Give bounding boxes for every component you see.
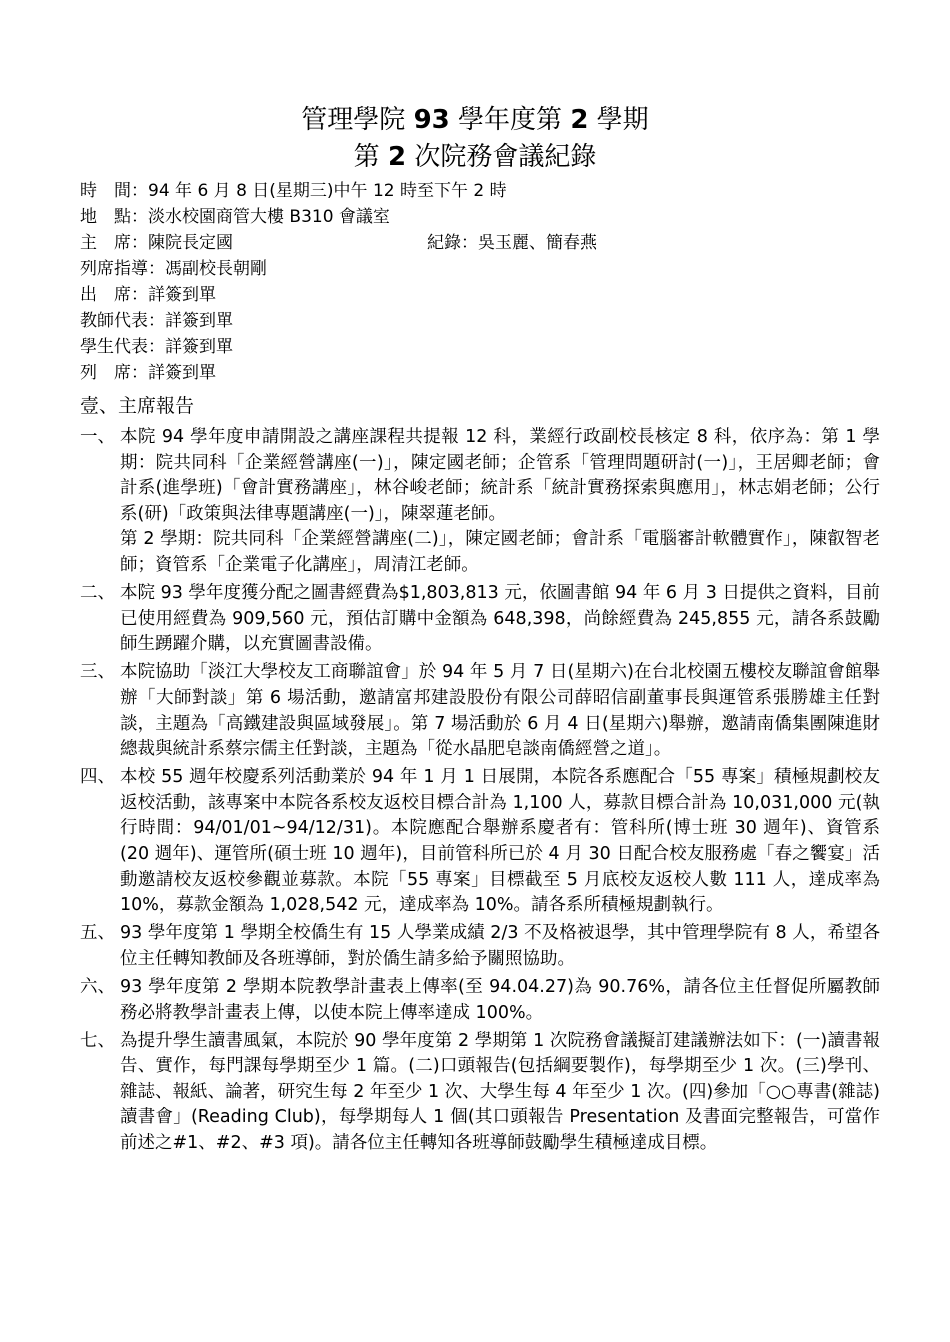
report-item — [80, 975, 880, 1026]
meeting-recorder: 紀錄：吳玉麗、簡春燕 — [427, 233, 597, 253]
report-item-paragraph: 本院 94 學年度申請開設之講座課程共提報 12 科，業經行政副校長核定 8 科，依序為：第 1 學期：院共同科「企業經營講座(一)」，陳定國老師；企管系「管理問題研討(一)」，王居卿老師；會計系(進學班)「會計實務講座」，林谷峻老師；統計系「統計實務探索與應用」，林志娟老師；公行系(研)「政策與法律專題講座(一)」，陳翠蓮老師。 — [120, 427, 880, 524]
meeting-student-rep: 學生代表：詳簽到單 — [80, 337, 233, 357]
report-item-number: 六、 — [80, 976, 115, 997]
title-term: 2 — [570, 105, 589, 135]
meeting-observers: 列 席：詳簽到單 — [80, 363, 216, 383]
meeting-place: 地 點：淡水校園商管大樓 B310 會議室 — [80, 207, 390, 227]
report-item-paragraph: 93 學年度第 1 學期全校僑生有 15 人學業成績 2/3 不及格被退學，其中管理學院有 8 人，希望各位主任轉知教師及各班導師，對於僑生請多給予關照協助。 — [120, 923, 880, 969]
section-heading: 壹、主席報告 — [80, 395, 195, 417]
report-item — [80, 921, 880, 972]
report-item — [80, 660, 880, 762]
report-item-number: 七、 — [80, 1030, 115, 1051]
meeting-chair-row — [80, 230, 597, 256]
meeting-attendance: 出 席：詳簽到單 — [80, 285, 216, 305]
title-meeting-number: 2 — [387, 142, 407, 172]
report-item-number: 四、 — [80, 767, 115, 788]
report-item — [80, 581, 880, 658]
meeting-chair: 主 席：陳院長定國 — [80, 233, 233, 253]
report-item-paragraph: 本校 55 週年校慶系列活動業於 94 年 1 月 1 日展開，本院各系應配合「55 專案」積極規劃校友返校活動，該專案中本院各系校友返校目標合計為 1,100 人，募款目標合計為 10,031,000 元(執行時間：94/01/01~94/12/31)。本院應配合舉辦系慶者有：管科所(博士班 30 週年)、資管系(20 週年)、運管所(碩士班 10 週年)，目前管科所已於 4 月 30 日配合校友服務處「春之饗宴」活動邀請校友返校參觀並募款。本院「55 專案」目標截至 5 月底校友返校人數 111 人，達成率為 10%，募款金額為 1,028,542 元，達成率為 10%。請各系所積極規劃執行。 — [120, 767, 880, 916]
title-text: 管理學院 — [301, 105, 406, 135]
report-item-paragraph: 本院 93 學年度獲分配之圖書經費為$1,803,813 元，依圖書館 94 年 6 月 3 日提供之資料，目前已使用經費為 909,560 元，預估訂購中金額為 648,398，尚餘經費為 245,855 元，請各系鼓勵師生踴躍介購，以充實圖書設備。 — [120, 583, 880, 655]
report-item — [80, 1029, 880, 1157]
report-item-paragraph: 本院協助「淡江大學校友工商聯誼會」於 94 年 5 月 7 日(星期六)在台北校園五樓校友聯誼會館舉辦「大師對談」第 6 場活動，邀請富邦建設股份有限公司薛昭信副董事長與運管系張勝雄主任對談，主題為「高鐵建設與區域發展」。第 7 場活動於 6 月 4 日(星期六)舉辦，邀請南僑集團陳進財總裁與統計系蔡宗儒主任對談，主題為「從水晶肥皂談南僑經營之道」。 — [120, 662, 880, 760]
report-item-number: 五、 — [80, 923, 115, 944]
report-item-number: 一、 — [80, 427, 115, 447]
title-text: 學期 — [596, 105, 649, 135]
title-text: 第 — [353, 142, 380, 172]
meeting-teacher-rep: 教師代表：詳簽到單 — [80, 311, 233, 331]
report-item — [80, 425, 880, 579]
report-items — [80, 425, 880, 1159]
document-title-line2 — [0, 140, 950, 174]
report-item-number: 二、 — [80, 583, 115, 604]
report-item-paragraph: 為提升學生讀書風氣，本院於 90 學年度第 2 學期第 1 次院務會議擬訂建議辦法如下：(一)讀書報告、實作，每門課每學期至少 1 篇。(二)口頭報告(包括綱要製作)，每學期至少 1 次。(三)學刊、雜誌、報紙、論著，研究生每 2 年至少 1 次、大學生每 4 年至少 1 次。(四)參加「○○專書(雜誌)讀書會」(Reading Club)，每學期每人 1 個(其口頭報告 Presentation 及書面完整報告，可當作前述之#1、#2、#3 項)。請各位主任轉知各班導師鼓勵學生積極達成目標。 — [120, 1030, 880, 1154]
meeting-time: 時 間：94 年 6 月 8 日(星期三)中午 12 時至下午 2 時 — [80, 181, 507, 201]
title-text: 次院務會議紀錄 — [414, 142, 597, 172]
report-item — [80, 765, 880, 919]
document-title-line1 — [0, 103, 950, 137]
report-item-number: 三、 — [80, 662, 115, 683]
report-item-paragraph: 93 學年度第 2 學期本院教學計畫表上傳率(至 94.04.27)為 90.76%，請各位主任督促所屬教師務必將教學計畫表上傳，以使本院上傳率達成 100%。 — [120, 976, 880, 1023]
meeting-guidance: 列席指導：馮副校長朝剛 — [80, 259, 267, 279]
title-text: 學年度第 — [458, 105, 563, 135]
title-year: 93 — [413, 105, 450, 135]
report-item-paragraph: 第 2 學期：院共同科「企業經營講座(二)」，陳定國老師；會計系「電腦審計軟體實作」，陳叡智老師；資管系「企業電子化講座」，周清江老師。 — [120, 529, 880, 575]
